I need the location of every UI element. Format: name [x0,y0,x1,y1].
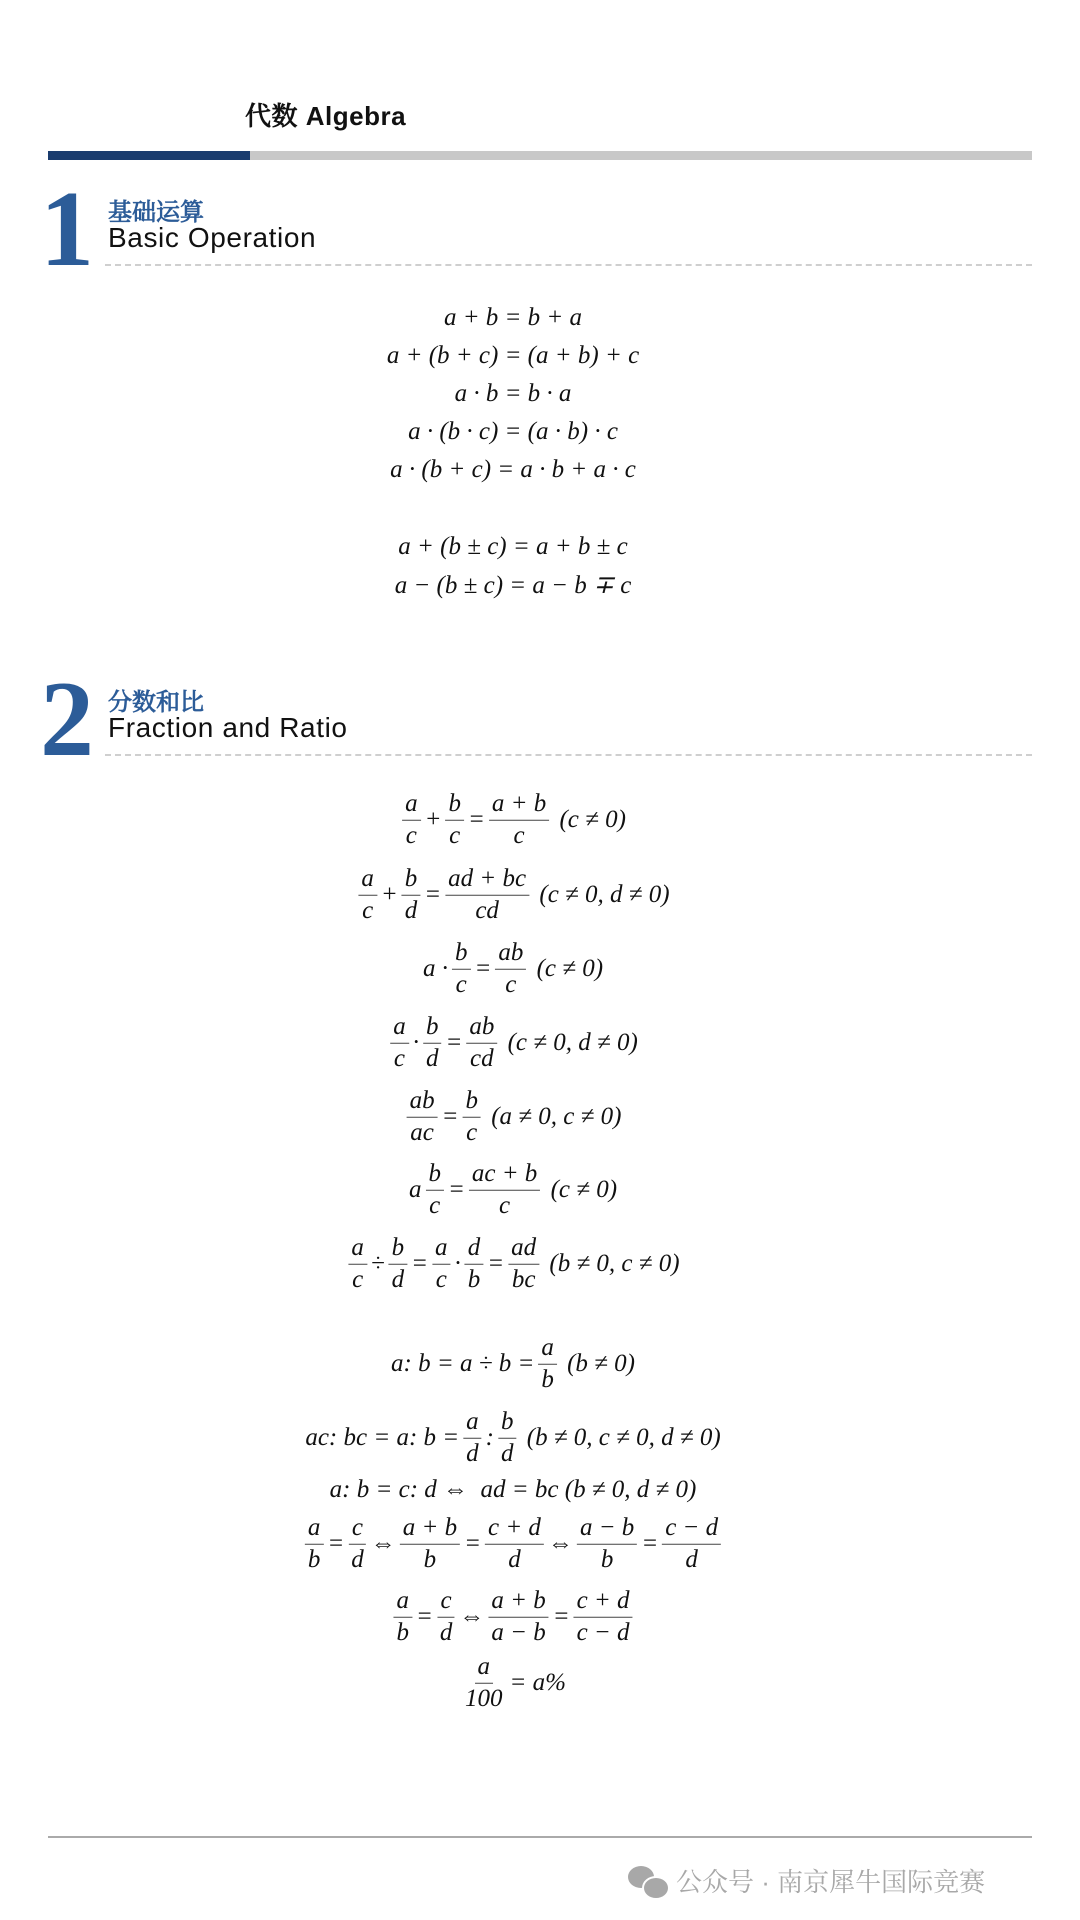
fraction [466,1013,497,1074]
fraction [437,1587,456,1648]
numerator: a [393,1587,412,1618]
fraction [538,1334,557,1395]
formula-text: = [447,1176,465,1203]
formula-text: = [641,1530,659,1557]
formula: a − (b ± c) = a − b ∓ c [394,572,632,599]
formula [387,1013,639,1074]
formula-text: a · [422,955,448,982]
formula-text: = [474,955,492,982]
fraction [495,939,526,1000]
formula [404,1087,623,1148]
numerator: b [425,1160,444,1191]
denominator: c [352,1265,364,1293]
formula: a + (b ± c) = a + b ± c [398,533,628,560]
formula-text: (c ≠ 0) [530,955,604,982]
formula-text: ÷ [370,1250,385,1277]
formula [422,939,604,1000]
formula [329,1476,698,1504]
numerator: a [463,1408,482,1439]
denominator: b [600,1545,614,1573]
fraction [407,1087,438,1148]
formula-text: (b ≠ 0, c ≠ 0) [543,1250,680,1277]
denominator: c [466,1118,478,1146]
fraction [402,790,421,851]
fraction [577,1514,637,1575]
numerator: a [402,790,421,821]
formula-text: = [487,1250,505,1277]
fraction [348,1514,367,1575]
numerator: a + b [489,790,549,821]
fraction [462,1087,481,1148]
denominator: d [351,1545,364,1573]
numerator: c + d [485,1514,544,1545]
denominator: b [541,1365,554,1393]
fraction [358,865,377,926]
fraction [432,1234,451,1295]
fraction [423,1013,442,1074]
fraction [389,1234,408,1295]
formula-text: + [380,881,398,908]
numerator: ab [407,1087,438,1118]
fraction [489,790,549,851]
denominator: c − d [576,1618,630,1646]
formula-text: · [412,1029,419,1056]
formula: a + b = b + a [443,304,583,331]
fraction [400,1514,460,1575]
formula-text: = a% [509,1669,566,1696]
fraction [393,1587,412,1648]
fraction [390,1013,409,1074]
formula-text: = [467,806,485,833]
formula-text: = [552,1603,570,1630]
numerator: a + b [400,1514,460,1545]
fraction [662,1514,721,1575]
formula-text: ac: bc = a: b = [305,1424,460,1451]
denominator: cd [475,896,499,924]
fraction [485,1514,544,1575]
fraction [445,790,464,851]
fraction [462,1653,506,1714]
formula: a · b = b · a [454,380,572,407]
formula [345,1234,680,1295]
numerator: b [445,790,464,821]
formula-text: (c ≠ 0) [553,806,626,833]
denominator: cd [470,1044,494,1072]
denominator: d [685,1545,698,1573]
denominator: d [439,1618,453,1646]
formula-text: ⇔ [547,1530,573,1557]
numerator: d [465,1234,484,1265]
denominator: d [391,1265,405,1293]
section-title-cn: 分数和比 [108,689,204,716]
numerator: ab [495,939,526,970]
formula-text: = [415,1603,433,1630]
section-divider [105,264,1032,266]
title-divider-accent [48,151,250,160]
numerator: b [389,1234,408,1265]
formula: a · (b · c) = (a · b) · c [408,418,618,445]
formula-text: = [327,1530,345,1557]
numerator: c − d [662,1514,721,1545]
fraction [425,1160,444,1221]
formula-text: = [411,1250,429,1277]
formula-text: (c ≠ 0, d ≠ 0) [501,1029,638,1056]
numerator: a − b [577,1514,637,1545]
denominator: b [467,1265,481,1293]
section-title-cn: 基础运算 [108,199,204,226]
numerator: c [349,1514,366,1545]
denominator: c [449,821,461,849]
numerator: b [452,939,471,970]
fraction [488,1587,548,1648]
formula-text: + [424,806,442,833]
footer-divider [48,1836,1032,1838]
numerator: ab [466,1013,497,1044]
formula [302,1514,724,1575]
denominator: d [466,1439,479,1467]
formula-text: ⇔ [459,1603,485,1630]
denominator: c [513,821,525,849]
fraction [465,1234,484,1295]
formula-text: = [445,1029,463,1056]
section-number: 2 [40,660,94,779]
denominator: b [423,1545,437,1573]
denominator: d [425,1044,439,1072]
formula-text: (b ≠ 0) [560,1350,635,1377]
fraction [498,1408,517,1469]
formula-text: a [408,1176,422,1203]
formula: a · (b + c) = a · b + a · c [390,456,636,483]
numerator: a [305,1514,324,1545]
denominator: 100 [465,1684,503,1712]
formula-text: (c ≠ 0, d ≠ 0) [533,881,670,908]
denominator: c [505,970,517,998]
numerator: a [390,1013,409,1044]
denominator: d [404,896,418,924]
formula: a + (b + c) = (a + b) + c [386,342,640,369]
formula [408,1160,618,1221]
fraction [574,1587,633,1648]
denominator: c [455,970,467,998]
numerator: a [475,1653,494,1684]
fraction [463,1408,482,1469]
formula-text: (b ≠ 0, c ≠ 0, d ≠ 0) [520,1424,721,1451]
section-title-en: Basic Operation [108,222,317,253]
numerator: ad [508,1234,539,1265]
formula-text: : [485,1424,494,1451]
footer-text: 公众号 · 南京犀牛国际竞赛 [676,1867,986,1897]
title-divider-bar [48,151,1032,160]
formula [459,1653,567,1714]
formula [355,865,670,926]
numerator: a [432,1234,451,1265]
denominator: c [362,896,374,924]
denominator: c [393,1044,406,1072]
numerator: a + b [488,1587,548,1618]
formula [390,1334,636,1395]
formula-text: · [454,1250,461,1277]
fraction [305,1514,324,1575]
formula-text: = [441,1103,459,1130]
denominator: b [396,1618,409,1646]
numerator: a [538,1334,557,1365]
fraction [469,1160,540,1221]
denominator: ac [410,1118,434,1146]
fraction [445,865,529,926]
section-divider [105,754,1032,756]
formula-text: = [464,1530,481,1557]
fraction [452,939,471,1000]
formula-text: ⇔ [370,1530,396,1557]
numerator: a [358,865,377,896]
denominator: c [499,1191,511,1219]
footer-watermark [628,1862,985,1899]
fraction [348,1234,367,1295]
numerator: ad + bc [445,865,529,896]
denominator: c [405,821,417,849]
formula-text: a: b = a ÷ b = [391,1350,535,1377]
denominator: bc [511,1265,536,1293]
formula-text: (a ≠ 0, c ≠ 0) [484,1103,622,1130]
fraction [508,1234,539,1295]
numerator: b [462,1087,481,1118]
denominator: d [508,1545,521,1573]
formula-text: (c ≠ 0) [544,1176,618,1203]
formula [304,1408,721,1469]
denominator: b [307,1545,321,1573]
section-number: 1 [40,170,94,289]
numerator: b [402,865,421,896]
denominator: c [429,1191,441,1219]
page-title: 代数 Algebra [245,101,407,131]
denominator: a − b [491,1618,546,1646]
numerator: b [423,1013,442,1044]
denominator: d [501,1439,514,1467]
numerator: ac + b [469,1160,540,1191]
wechat-icon [628,1864,668,1898]
section-title-en: Fraction and Ratio [108,712,348,743]
numerator: a [348,1234,367,1265]
formula-text: a: b = c: d ⇔ ad = bc (b ≠ 0, d ≠ 0) [329,1476,697,1503]
numerator: b [498,1408,517,1439]
numerator: c [438,1587,455,1618]
numerator: c + d [574,1587,633,1618]
formula [390,1587,635,1648]
formula [399,790,627,851]
denominator: c [435,1265,447,1293]
fraction [402,865,421,926]
formula-text: = [424,881,442,908]
